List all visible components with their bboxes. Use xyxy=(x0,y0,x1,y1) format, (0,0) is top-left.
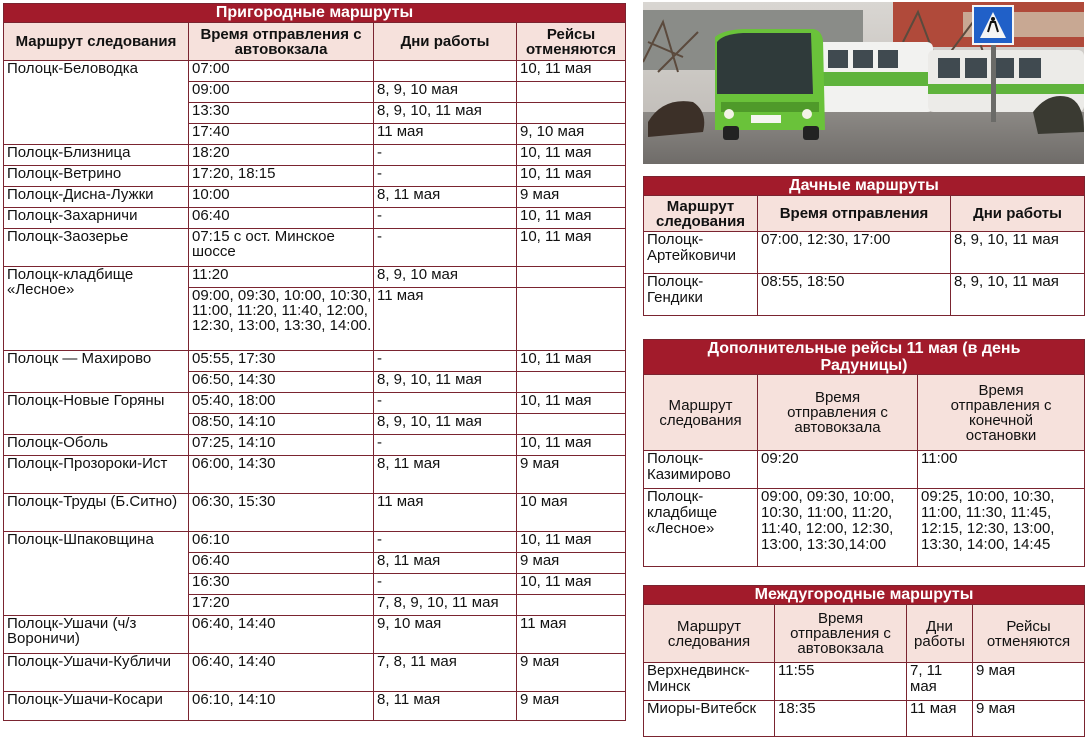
suburban-cell-cancel xyxy=(517,82,626,103)
intercity-header-days: Дни работы xyxy=(907,605,973,663)
suburban-cell-time: 06:30, 15:30 xyxy=(189,494,374,532)
suburban-cell-time: 07:15 с ост. Минское шоссе xyxy=(189,229,374,267)
suburban-cell-route: Полоцк-кладбище «Лесное» xyxy=(4,267,189,351)
suburban-cell-cancel: 10, 11 мая xyxy=(517,208,626,229)
table-row xyxy=(644,489,1085,567)
table-row xyxy=(4,494,626,532)
suburban-cell-cancel: 9 мая xyxy=(517,553,626,574)
dacha-routes-table xyxy=(643,176,1085,316)
suburban-cell-days: 11 мая xyxy=(374,494,517,532)
suburban-cell-time: 17:20, 18:15 xyxy=(189,166,374,187)
dacha-table-body xyxy=(644,232,1085,316)
suburban-cell-days: 11 мая xyxy=(374,124,517,145)
suburban-cell-time: 16:30 xyxy=(189,574,374,595)
dacha-title: Дачные маршруты xyxy=(644,177,1085,196)
suburban-cell-cancel xyxy=(517,288,626,351)
intercity-cell-route: Миоры-Витебск xyxy=(644,701,775,737)
intercity-cell-days: 11 мая xyxy=(907,701,973,737)
suburban-header-days: Дни работы xyxy=(374,23,517,61)
suburban-cell-cancel xyxy=(517,267,626,288)
suburban-cell-route: Полоцк-Ушачи (ч/з Вороничи) xyxy=(4,616,189,654)
suburban-cell-cancel: 11 мая xyxy=(517,616,626,654)
suburban-cell-cancel: 10, 11 мая xyxy=(517,574,626,595)
dacha-cell-time: 08:55, 18:50 xyxy=(758,274,951,316)
table-row xyxy=(4,166,626,187)
suburban-cell-days: - xyxy=(374,145,517,166)
suburban-cell-time: 09:00 xyxy=(189,82,374,103)
table-row xyxy=(4,435,626,456)
extra-table-body xyxy=(644,451,1085,567)
intercity-cell-time: 18:35 xyxy=(775,701,907,737)
table-row xyxy=(4,654,626,692)
suburban-cell-time: 06:50, 14:30 xyxy=(189,372,374,393)
extra-cell-from_terminal: 09:25, 10:00, 10:30, 11:00, 11:30, 11:45, 12:15, 12:30, 13:00, 13:30, 14:00, 14:45 xyxy=(918,489,1085,567)
table-row xyxy=(644,701,1085,737)
suburban-cell-cancel: 10, 11 мая xyxy=(517,393,626,414)
suburban-routes-table xyxy=(3,3,626,721)
extra-trips-table xyxy=(643,339,1085,567)
suburban-cell-days: 7, 8, 11 мая xyxy=(374,654,517,692)
intercity-table-body xyxy=(644,663,1085,737)
suburban-cell-cancel xyxy=(517,595,626,616)
suburban-cell-days: - xyxy=(374,208,517,229)
extra-cell-route: Полоцк-кладбище «Лесное» xyxy=(644,489,758,567)
suburban-table-body xyxy=(4,61,626,721)
table-row xyxy=(644,663,1085,701)
table-row xyxy=(4,229,626,267)
suburban-cell-cancel: 9 мая xyxy=(517,654,626,692)
suburban-cell-days: 8, 11 мая xyxy=(374,553,517,574)
extra-title: Дополнительные рейсы 11 мая (в день Радуницы) xyxy=(644,340,1085,375)
suburban-cell-cancel: 10, 11 мая xyxy=(517,435,626,456)
table-row xyxy=(644,451,1085,489)
dacha-header-days: Дни работы xyxy=(951,196,1085,232)
extra-header-from-terminal: Время отправления с конечной остановки xyxy=(918,375,1085,451)
intercity-cell-cancel: 9 мая xyxy=(973,701,1085,737)
intercity-header-time: Время отправления с автовокзала xyxy=(775,605,907,663)
extra-header-route: Маршрут следования xyxy=(644,375,758,451)
suburban-cell-time: 06:10, 14:10 xyxy=(189,692,374,721)
suburban-cell-cancel: 9 мая xyxy=(517,456,626,494)
suburban-cell-cancel: 9 мая xyxy=(517,187,626,208)
suburban-cell-cancel: 10, 11 мая xyxy=(517,145,626,166)
intercity-title: Междугородные маршруты xyxy=(644,586,1085,605)
suburban-cell-days: 8, 9, 10 мая xyxy=(374,82,517,103)
dacha-header-time: Время отправления xyxy=(758,196,951,232)
suburban-cell-cancel: 10, 11 мая xyxy=(517,166,626,187)
suburban-cell-time: 06:40 xyxy=(189,208,374,229)
suburban-cell-route: Полоцк-Ушачи-Косари xyxy=(4,692,189,721)
suburban-cell-days: - xyxy=(374,435,517,456)
suburban-cell-time: 17:40 xyxy=(189,124,374,145)
suburban-cell-time: 13:30 xyxy=(189,103,374,124)
suburban-cell-time: 06:10 xyxy=(189,532,374,553)
intercity-cell-time: 11:55 xyxy=(775,663,907,701)
suburban-cell-days: 8, 9, 10, 11 мая xyxy=(374,103,517,124)
table-row xyxy=(4,456,626,494)
table-row xyxy=(4,267,626,288)
suburban-cell-days: - xyxy=(374,351,517,372)
suburban-cell-time: 10:00 xyxy=(189,187,374,208)
suburban-cell-time: 07:25, 14:10 xyxy=(189,435,374,456)
extra-cell-from_station: 09:00, 09:30, 10:00, 10:30, 11:00, 11:20, 11:40, 12:00, 12:30, 13:00, 13:30,14:00 xyxy=(758,489,918,567)
suburban-cell-cancel: 10, 11 мая xyxy=(517,532,626,553)
table-row xyxy=(644,274,1085,316)
table-row xyxy=(4,187,626,208)
suburban-cell-route: Полоцк-Дисна-Лужки xyxy=(4,187,189,208)
suburban-cell-route: Полоцк-Беловодка xyxy=(4,61,189,145)
suburban-cell-cancel xyxy=(517,414,626,435)
suburban-cell-time: 17:20 xyxy=(189,595,374,616)
suburban-cell-route: Полоцк-Ушачи-Кубличи xyxy=(4,654,189,692)
bus-station-photo xyxy=(643,2,1084,164)
extra-cell-from_station: 09:20 xyxy=(758,451,918,489)
suburban-cell-days: 8, 11 мая xyxy=(374,456,517,494)
table-row xyxy=(4,393,626,414)
table-row xyxy=(4,692,626,721)
suburban-cell-route: Полоцк-Прозороки-Ист xyxy=(4,456,189,494)
suburban-cell-route: Полоцк-Захарничи xyxy=(4,208,189,229)
table-row xyxy=(4,61,626,82)
suburban-cell-time: 18:20 xyxy=(189,145,374,166)
suburban-cell-days: - xyxy=(374,229,517,267)
suburban-cell-cancel: 10, 11 мая xyxy=(517,61,626,82)
dacha-cell-days: 8, 9, 10, 11 мая xyxy=(951,232,1085,274)
suburban-cell-days xyxy=(374,61,517,82)
suburban-cell-cancel xyxy=(517,103,626,124)
intercity-cell-cancel: 9 мая xyxy=(973,663,1085,701)
suburban-cell-days: - xyxy=(374,166,517,187)
suburban-cell-route: Полоцк-Близница xyxy=(4,145,189,166)
suburban-cell-time: 09:00, 09:30, 10:00, 10:30, 11:00, 11:20, 11:40, 12:00, 12:30, 13:00, 13:30, 14:00. xyxy=(189,288,374,351)
table-row xyxy=(4,351,626,372)
table-row xyxy=(4,208,626,229)
suburban-header-time: Время отправления с автовокзала xyxy=(189,23,374,61)
suburban-cell-cancel: 10, 11 мая xyxy=(517,351,626,372)
dacha-cell-time: 07:00, 12:30, 17:00 xyxy=(758,232,951,274)
intercity-header-cancel: Рейсы отменяются xyxy=(973,605,1085,663)
suburban-cell-cancel: 9 мая xyxy=(517,692,626,721)
suburban-cell-time: 06:40, 14:40 xyxy=(189,616,374,654)
intercity-cell-days: 7, 11 мая xyxy=(907,663,973,701)
suburban-cell-route: Полоцк-Ветрино xyxy=(4,166,189,187)
suburban-title: Пригородные маршруты xyxy=(4,4,626,23)
suburban-cell-days: 8, 9, 10, 11 мая xyxy=(374,372,517,393)
suburban-cell-time: 05:40, 18:00 xyxy=(189,393,374,414)
table-row xyxy=(644,232,1085,274)
suburban-cell-route: Полоцк-Заозерье xyxy=(4,229,189,267)
table-row xyxy=(4,145,626,166)
suburban-cell-days: 8, 11 мая xyxy=(374,187,517,208)
suburban-cell-route: Полоцк-Новые Горяны xyxy=(4,393,189,435)
suburban-header-cancel: Рейсы отменяются xyxy=(517,23,626,61)
suburban-cell-days: 7, 8, 9, 10, 11 мая xyxy=(374,595,517,616)
suburban-cell-days: 8, 11 мая xyxy=(374,692,517,721)
suburban-cell-cancel: 10 мая xyxy=(517,494,626,532)
suburban-cell-days: 8, 9, 10 мая xyxy=(374,267,517,288)
dacha-header-route: Маршрут следования xyxy=(644,196,758,232)
suburban-cell-time: 06:40 xyxy=(189,553,374,574)
suburban-cell-cancel: 9, 10 мая xyxy=(517,124,626,145)
suburban-cell-cancel: 10, 11 мая xyxy=(517,229,626,267)
suburban-cell-time: 11:20 xyxy=(189,267,374,288)
suburban-cell-route: Полоцк-Труды (Б.Ситно) xyxy=(4,494,189,532)
suburban-cell-days: 9, 10 мая xyxy=(374,616,517,654)
intercity-routes-table xyxy=(643,585,1085,737)
suburban-cell-time: 06:00, 14:30 xyxy=(189,456,374,494)
suburban-cell-days: - xyxy=(374,574,517,595)
suburban-cell-time: 06:40, 14:40 xyxy=(189,654,374,692)
extra-cell-route: Полоцк-Казимирово xyxy=(644,451,758,489)
dacha-cell-route: Полоцк-Артейковичи xyxy=(644,232,758,274)
table-row xyxy=(4,616,626,654)
suburban-cell-route: Полоцк — Махирово xyxy=(4,351,189,393)
suburban-cell-days: 11 мая xyxy=(374,288,517,351)
suburban-cell-time: 05:55, 17:30 xyxy=(189,351,374,372)
suburban-cell-time: 08:50, 14:10 xyxy=(189,414,374,435)
suburban-cell-route: Полоцк-Оболь xyxy=(4,435,189,456)
extra-header-from-station: Время отправления с автовокзала xyxy=(758,375,918,451)
suburban-cell-days: - xyxy=(374,532,517,553)
suburban-cell-time: 07:00 xyxy=(189,61,374,82)
suburban-cell-cancel xyxy=(517,372,626,393)
intercity-cell-route: Верхнедвинск-Минск xyxy=(644,663,775,701)
suburban-cell-days: - xyxy=(374,393,517,414)
dacha-cell-route: Полоцк-Гендики xyxy=(644,274,758,316)
suburban-cell-route: Полоцк-Шпаковщина xyxy=(4,532,189,616)
intercity-header-route: Маршрут следования xyxy=(644,605,775,663)
suburban-header-route: Маршрут следования xyxy=(4,23,189,61)
extra-cell-from_terminal: 11:00 xyxy=(918,451,1085,489)
suburban-cell-days: 8, 9, 10, 11 мая xyxy=(374,414,517,435)
table-row xyxy=(4,532,626,553)
dacha-cell-days: 8, 9, 10, 11 мая xyxy=(951,274,1085,316)
